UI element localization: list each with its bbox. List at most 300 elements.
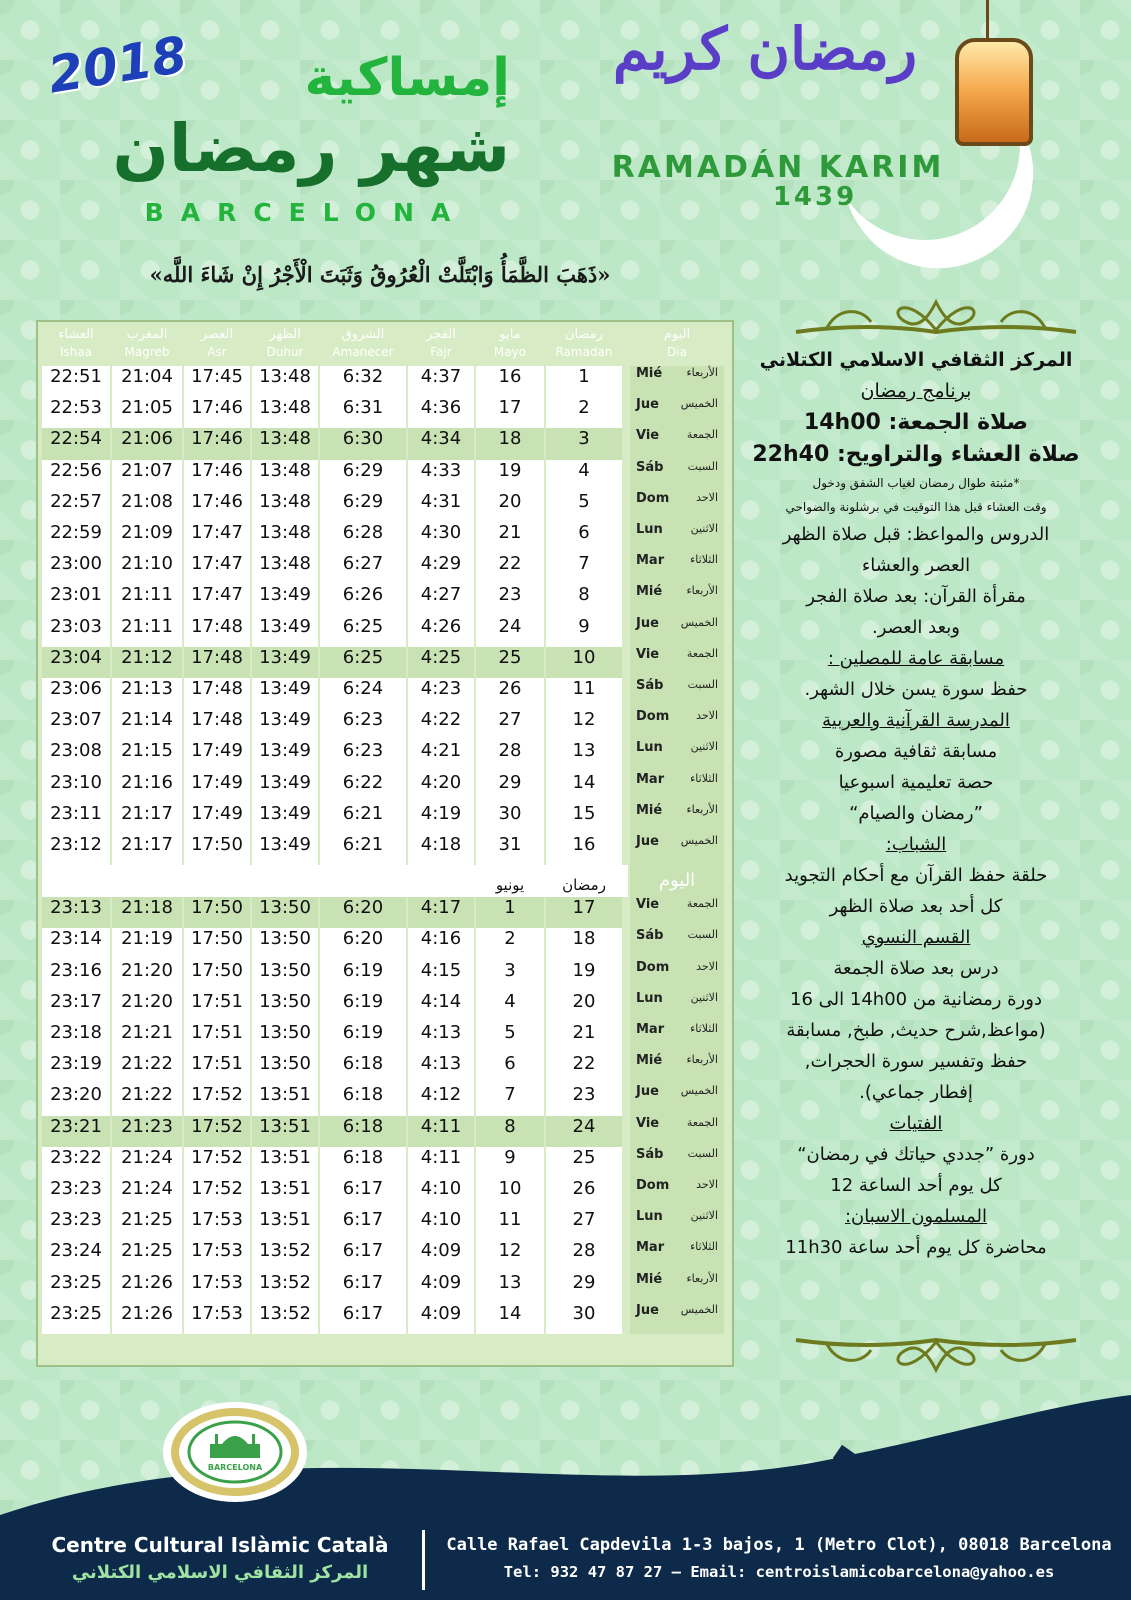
cell-asr: 17:50 xyxy=(184,834,250,865)
cell-fajr: 4:31 xyxy=(408,491,474,522)
day-latin: Mié xyxy=(636,1271,663,1287)
day-latin: Sáb xyxy=(636,459,664,475)
program-line: مقرأة القرآن: بعد صلاة الفجر xyxy=(806,586,1026,607)
cell-asr: 17:48 xyxy=(184,678,250,709)
cell-ramadan: 21 xyxy=(546,1022,622,1053)
cell-amanecer: 6:17 xyxy=(320,1240,406,1271)
cell-fajr: 4:25 xyxy=(408,647,474,678)
cell-ramadan: 9 xyxy=(546,616,622,647)
day-arabic: الأربعاء xyxy=(686,1053,718,1067)
day-arabic: الاثنين xyxy=(690,1209,718,1223)
program-line: الدروس والمواعظ: قبل صلاة الظهر xyxy=(782,524,1050,545)
cell-fajr: 4:37 xyxy=(408,366,474,397)
cell-greg: 2 xyxy=(476,928,544,959)
cell-amanecer: 6:28 xyxy=(320,522,406,553)
center-logo-icon xyxy=(160,1400,310,1504)
cell-fajr: 4:17 xyxy=(408,897,474,928)
ornament-bottom-icon xyxy=(786,1320,1086,1390)
cell-greg: 8 xyxy=(476,1116,544,1147)
day-arabic: الاثنين xyxy=(690,990,718,1004)
column-header-duhur xyxy=(252,326,318,366)
cell-ramadan: 20 xyxy=(546,991,622,1022)
cell-ishaa: 23:18 xyxy=(42,1022,110,1053)
cell-duhur: 13:49 xyxy=(252,647,318,678)
cell-duhur: 13:52 xyxy=(252,1303,318,1334)
ramadan-karim-arabic: رمضان كريم xyxy=(612,15,918,83)
day-latin: Lun xyxy=(636,522,663,537)
cell-amanecer: 6:22 xyxy=(320,772,406,803)
cell-fajr: 4:15 xyxy=(408,960,474,991)
column-header-latin: Ramadan xyxy=(555,345,613,359)
cell-ishaa: 23:16 xyxy=(42,960,110,991)
cell-amanecer: 6:19 xyxy=(320,1022,406,1053)
table-row xyxy=(38,991,728,1022)
cell-magreb: 21:06 xyxy=(112,428,182,459)
column-header-arabic: العشاء xyxy=(58,327,94,342)
program-line: حفظ وتفسير سورة الحجرات, xyxy=(804,1051,1028,1072)
imsakia-title: إمساكية xyxy=(304,48,510,108)
cell-fajr: 4:18 xyxy=(408,834,474,865)
day-arabic: الجمعة xyxy=(686,428,718,442)
table-row xyxy=(38,1116,728,1147)
cell-fajr: 4:26 xyxy=(408,616,474,647)
cell-magreb: 21:15 xyxy=(112,740,182,771)
prayer-timetable xyxy=(36,320,734,1367)
cell-ramadan: 25 xyxy=(546,1147,622,1178)
cell-greg: 13 xyxy=(476,1272,544,1303)
table-row xyxy=(38,1053,728,1084)
cell-ishaa: 23:08 xyxy=(42,740,110,771)
day-arabic: الثلاثاء xyxy=(690,553,718,567)
cell-asr: 17:51 xyxy=(184,1022,250,1053)
cell-greg: 30 xyxy=(476,803,544,834)
cell-magreb: 21:22 xyxy=(112,1084,182,1115)
cell-ramadan: 5 xyxy=(546,491,622,522)
cell-fajr: 4:19 xyxy=(408,803,474,834)
june-day-label: اليوم xyxy=(630,865,724,897)
cell-greg: 11 xyxy=(476,1209,544,1240)
cell-duhur: 13:51 xyxy=(252,1147,318,1178)
table-row xyxy=(38,1303,728,1334)
column-header-ishaa xyxy=(42,326,110,366)
cell-amanecer: 6:23 xyxy=(320,709,406,740)
day-arabic: الخميس xyxy=(680,615,718,629)
cell-fajr: 4:36 xyxy=(408,397,474,428)
day-latin: Mar xyxy=(636,771,665,787)
cell-asr: 17:50 xyxy=(184,928,250,959)
cell-asr: 17:52 xyxy=(184,1147,250,1178)
cell-day xyxy=(630,1209,724,1240)
cell-ramadan: 15 xyxy=(546,803,622,834)
day-latin: Jue xyxy=(636,1302,659,1318)
cell-magreb: 21:22 xyxy=(112,1053,182,1084)
cell-greg: 20 xyxy=(476,491,544,522)
cell-ishaa: 23:04 xyxy=(42,647,110,678)
table-row xyxy=(38,491,728,522)
program-line: ”رمضان والصيام“ xyxy=(849,803,983,824)
cell-magreb: 21:16 xyxy=(112,772,182,803)
cell-fajr: 4:16 xyxy=(408,928,474,959)
table-row xyxy=(38,1178,728,1209)
day-latin: Dom xyxy=(636,709,670,725)
cell-ishaa: 23:23 xyxy=(42,1209,110,1240)
cell-ramadan: 18 xyxy=(546,928,622,959)
cell-ishaa: 22:56 xyxy=(42,460,110,491)
logo-text: BARCELONA xyxy=(207,1463,263,1472)
program-line: إفطار جماعي). xyxy=(859,1082,973,1103)
cell-amanecer: 6:17 xyxy=(320,1272,406,1303)
cell-magreb: 21:11 xyxy=(112,616,182,647)
cell-asr: 17:45 xyxy=(184,366,250,397)
day-latin: Dom xyxy=(636,1178,670,1193)
center-name-latin: Centre Cultural Islàmic Català xyxy=(51,1533,389,1557)
cell-magreb: 21:23 xyxy=(112,1116,182,1147)
month-title: شهر رمضان xyxy=(112,110,510,187)
cell-duhur: 13:51 xyxy=(252,1178,318,1209)
footer-divider xyxy=(422,1530,425,1590)
day-latin: Mié xyxy=(636,584,663,600)
day-latin: Jue xyxy=(636,1084,659,1100)
cell-magreb: 21:25 xyxy=(112,1209,182,1240)
day-arabic: السبت xyxy=(687,678,718,691)
hijri-year: 1439 xyxy=(772,182,858,212)
cell-asr: 17:51 xyxy=(184,991,250,1022)
table-row xyxy=(38,803,728,834)
cell-ramadan: 7 xyxy=(546,553,622,584)
day-latin: Jue xyxy=(636,615,659,631)
cell-magreb: 21:08 xyxy=(112,491,182,522)
cell-duhur: 13:49 xyxy=(252,803,318,834)
cell-fajr: 4:33 xyxy=(408,460,474,491)
cell-ishaa: 23:22 xyxy=(42,1147,110,1178)
cell-greg: 26 xyxy=(476,678,544,709)
column-header-asr xyxy=(184,326,250,366)
cell-ramadan: 10 xyxy=(546,647,622,678)
cell-duhur: 13:48 xyxy=(252,491,318,522)
cell-fajr: 4:10 xyxy=(408,1209,474,1240)
cell-duhur: 13:50 xyxy=(252,991,318,1022)
ramadan-karim-latin: RAMADÁN KARIM xyxy=(611,150,945,185)
day-arabic: الأربعاء xyxy=(686,584,718,598)
june-label: يونيو xyxy=(495,876,525,895)
program-line: حلقة حفظ القرآن مع أحكام التجويد xyxy=(784,865,1048,886)
program-line: برنامج رمضان xyxy=(860,380,972,402)
cell-day xyxy=(630,803,724,834)
table-row xyxy=(38,522,728,553)
table-row xyxy=(38,366,728,397)
column-header-arabic: الفجر xyxy=(426,327,456,342)
cell-duhur: 13:48 xyxy=(252,397,318,428)
cell-greg: 5 xyxy=(476,1022,544,1053)
center-contact: Tel: 932 47 87 27 – Email: centroislamicobarcelona@yahoo.es xyxy=(503,1563,1055,1581)
cell-duhur: 13:52 xyxy=(252,1240,318,1271)
day-arabic: الثلاثاء xyxy=(690,771,718,785)
cell-greg: 31 xyxy=(476,834,544,865)
cell-day xyxy=(630,709,724,740)
table-row xyxy=(38,1209,728,1240)
cell-magreb: 21:12 xyxy=(112,647,182,678)
cell-magreb: 21:25 xyxy=(112,1240,182,1271)
cell-day xyxy=(630,928,724,959)
cell-day xyxy=(630,1272,724,1303)
cell-magreb: 21:18 xyxy=(112,897,182,928)
cell-asr: 17:53 xyxy=(184,1240,250,1271)
day-latin: Mar xyxy=(636,1022,665,1037)
day-latin: Mar xyxy=(636,1240,665,1256)
day-arabic: الخميس xyxy=(680,1302,718,1316)
table-row xyxy=(38,678,728,709)
cell-asr: 17:47 xyxy=(184,584,250,615)
cell-fajr: 4:09 xyxy=(408,1303,474,1334)
program-line: دورة ”جددي حياتك في رمضان“ xyxy=(797,1144,1035,1165)
cell-asr: 17:46 xyxy=(184,428,250,459)
column-header-latin: Dia xyxy=(667,345,687,359)
program-line: صلاة الجمعة: 14h00 xyxy=(803,410,1029,435)
cell-amanecer: 6:32 xyxy=(320,366,406,397)
cell-asr: 17:50 xyxy=(184,960,250,991)
day-arabic: السبت xyxy=(687,1146,718,1160)
day-arabic: الاحد xyxy=(696,1178,718,1191)
cell-duhur: 13:52 xyxy=(252,1272,318,1303)
cell-greg: 14 xyxy=(476,1303,544,1334)
cell-day xyxy=(630,678,724,709)
cell-greg: 19 xyxy=(476,460,544,491)
cell-magreb: 21:11 xyxy=(112,584,182,615)
table-row xyxy=(38,460,728,491)
cell-ramadan: 2 xyxy=(546,397,622,428)
cell-day xyxy=(630,991,724,1022)
hadith-quote: «ذَهَبَ الظَّمَأُ وَابْتَلَّتْ الْعُرُوقُ وَثَبَتَ الْأَجْرُ إِنْ شَاءَ اللَّه» xyxy=(149,262,611,287)
cell-amanecer: 6:23 xyxy=(320,740,406,771)
cell-ishaa: 22:51 xyxy=(42,366,110,397)
day-latin: Jue xyxy=(636,834,659,849)
cell-ramadan: 3 xyxy=(546,428,622,459)
cell-day xyxy=(630,1022,724,1053)
cell-duhur: 13:48 xyxy=(252,460,318,491)
cell-ramadan: 24 xyxy=(546,1116,622,1147)
cell-asr: 17:49 xyxy=(184,803,250,834)
cell-magreb: 21:14 xyxy=(112,709,182,740)
cell-fajr: 4:10 xyxy=(408,1178,474,1209)
cell-fajr: 4:27 xyxy=(408,584,474,615)
cell-fajr: 4:30 xyxy=(408,522,474,553)
program-line: درس بعد صلاة الجمعة xyxy=(833,958,999,979)
cell-ramadan: 13 xyxy=(546,740,622,771)
table-row xyxy=(38,616,728,647)
table-row xyxy=(38,834,728,865)
day-latin: Mié xyxy=(636,1053,663,1069)
cell-amanecer: 6:27 xyxy=(320,553,406,584)
table-row xyxy=(38,772,728,803)
cell-ishaa: 23:17 xyxy=(42,991,110,1022)
cell-ramadan: 28 xyxy=(546,1240,622,1271)
cell-ramadan: 6 xyxy=(546,522,622,553)
program-line: كل يوم أحد الساعة 12 xyxy=(830,1175,1002,1196)
cell-magreb: 21:26 xyxy=(112,1303,182,1334)
program-line: مسابقة عامة للمصلين : xyxy=(827,648,1005,669)
cell-duhur: 13:49 xyxy=(252,834,318,865)
cell-ramadan: 22 xyxy=(546,1053,622,1084)
cell-ishaa: 23:11 xyxy=(42,803,110,834)
cell-duhur: 13:48 xyxy=(252,366,318,397)
column-header-arabic: العصر xyxy=(200,327,234,342)
program-line: المدرسة القرآنية والعربية xyxy=(822,710,1010,731)
cell-greg: 23 xyxy=(476,584,544,615)
cell-day xyxy=(630,553,724,584)
cell-ishaa: 23:24 xyxy=(42,1240,110,1271)
cell-greg: 25 xyxy=(476,647,544,678)
cell-magreb: 21:04 xyxy=(112,366,182,397)
cell-amanecer: 6:25 xyxy=(320,616,406,647)
day-arabic: الخميس xyxy=(680,1084,718,1098)
cell-ishaa: 23:13 xyxy=(42,897,110,928)
cell-amanecer: 6:31 xyxy=(320,397,406,428)
table-row xyxy=(38,740,728,771)
cell-day xyxy=(630,647,724,678)
cell-duhur: 13:49 xyxy=(252,616,318,647)
cell-greg: 3 xyxy=(476,960,544,991)
cell-fajr: 4:21 xyxy=(408,740,474,771)
cell-amanecer: 6:17 xyxy=(320,1178,406,1209)
cell-day xyxy=(630,616,724,647)
june-subheader xyxy=(38,865,728,897)
cell-fajr: 4:34 xyxy=(408,428,474,459)
cell-magreb: 21:20 xyxy=(112,960,182,991)
cell-greg: 7 xyxy=(476,1084,544,1115)
column-header-latin: Mayo xyxy=(493,345,527,359)
cell-ramadan: 23 xyxy=(546,1084,622,1115)
cell-magreb: 21:20 xyxy=(112,991,182,1022)
program-line: وقت العشاء قبل هذا التوقيت في برشلونة والضواحي xyxy=(785,500,1047,514)
program-line: كل أحد بعد صلاة الظهر xyxy=(829,896,1003,917)
cell-ishaa: 23:20 xyxy=(42,1084,110,1115)
cell-ramadan: 14 xyxy=(546,772,622,803)
cell-greg: 27 xyxy=(476,709,544,740)
table-row xyxy=(38,897,728,928)
june-ramadan-label: رمضان xyxy=(562,876,606,895)
cell-day xyxy=(630,1084,724,1115)
cell-magreb: 21:17 xyxy=(112,803,182,834)
cell-ishaa: 23:12 xyxy=(42,834,110,865)
cell-duhur: 13:49 xyxy=(252,772,318,803)
cell-magreb: 21:19 xyxy=(112,928,182,959)
cell-day xyxy=(630,1240,724,1271)
cell-amanecer: 6:18 xyxy=(320,1147,406,1178)
day-latin: Lun xyxy=(636,740,663,756)
cell-amanecer: 6:21 xyxy=(320,834,406,865)
day-latin: Mié xyxy=(636,802,663,818)
program-line: (مواعظ,شرح حديث, طبخ, مسابقة xyxy=(786,1020,1046,1041)
column-header-dia xyxy=(630,326,724,366)
cell-ramadan: 29 xyxy=(546,1272,622,1303)
cell-day xyxy=(630,428,724,459)
table-row xyxy=(38,647,728,678)
cell-magreb: 21:26 xyxy=(112,1272,182,1303)
cell-amanecer: 6:29 xyxy=(320,460,406,491)
cell-amanecer: 6:18 xyxy=(320,1053,406,1084)
day-arabic: الأربعاء xyxy=(686,366,718,379)
cell-day xyxy=(630,491,724,522)
cell-asr: 17:52 xyxy=(184,1084,250,1115)
table-row xyxy=(38,1240,728,1271)
program-line: الفتيات xyxy=(889,1113,943,1134)
cell-greg: 1 xyxy=(476,897,544,928)
cell-day xyxy=(630,834,724,865)
cell-ishaa: 23:06 xyxy=(42,678,110,709)
cell-day xyxy=(630,460,724,491)
day-arabic: السبت xyxy=(687,459,718,473)
day-arabic: الاثنين xyxy=(690,522,718,535)
column-header-magreb xyxy=(112,326,182,366)
lantern-cord xyxy=(986,0,989,40)
cell-asr: 17:49 xyxy=(184,772,250,803)
cell-ramadan: 19 xyxy=(546,960,622,991)
cell-ramadan: 11 xyxy=(546,678,622,709)
cell-fajr: 4:14 xyxy=(408,991,474,1022)
day-arabic: الأربعاء xyxy=(686,802,718,816)
day-arabic: الثلاثاء xyxy=(690,1022,718,1035)
cell-ishaa: 23:25 xyxy=(42,1272,110,1303)
cell-amanecer: 6:20 xyxy=(320,928,406,959)
program-line: حصة تعليمية اسبوعيا xyxy=(838,772,994,793)
column-header-arabic: رمضان xyxy=(564,327,604,342)
column-header-arabic: الظهر xyxy=(269,327,301,342)
day-latin: Lun xyxy=(636,1209,663,1225)
day-latin: Lun xyxy=(636,990,663,1006)
day-latin: Vie xyxy=(636,428,660,444)
cell-amanecer: 6:29 xyxy=(320,491,406,522)
cell-greg: 16 xyxy=(476,366,544,397)
cell-day xyxy=(630,397,724,428)
cell-ishaa: 23:19 xyxy=(42,1053,110,1084)
cell-ishaa: 23:14 xyxy=(42,928,110,959)
cell-greg: 17 xyxy=(476,397,544,428)
cell-ishaa: 23:21 xyxy=(42,1116,110,1147)
day-latin: Sáb xyxy=(636,678,664,693)
cell-greg: 28 xyxy=(476,740,544,771)
cell-duhur: 13:51 xyxy=(252,1209,318,1240)
day-latin: Mié xyxy=(636,366,663,381)
cell-fajr: 4:13 xyxy=(408,1053,474,1084)
cell-day xyxy=(630,740,724,771)
cell-asr: 17:53 xyxy=(184,1303,250,1334)
cell-asr: 17:52 xyxy=(184,1178,250,1209)
column-header-fajr xyxy=(408,326,474,366)
column-header-latin: Magreb xyxy=(124,345,170,359)
table-row xyxy=(38,397,728,428)
cell-ramadan: 26 xyxy=(546,1178,622,1209)
program-line: القسم النسوي xyxy=(861,927,971,948)
cell-asr: 17:50 xyxy=(184,897,250,928)
table-row xyxy=(38,584,728,615)
cell-asr: 17:48 xyxy=(184,709,250,740)
cell-asr: 17:48 xyxy=(184,647,250,678)
table-row xyxy=(38,1147,728,1178)
cell-ishaa: 23:10 xyxy=(42,772,110,803)
table-row xyxy=(38,960,728,991)
cell-amanecer: 6:20 xyxy=(320,897,406,928)
day-arabic: الاحد xyxy=(696,959,718,973)
city-title: BARCELONA xyxy=(144,198,468,227)
cell-greg: 21 xyxy=(476,522,544,553)
center-address: Calle Rafael Capdevila 1-3 bajos, 1 (Metro Clot), 08018 Barcelona xyxy=(446,1535,1112,1555)
program-line: دورة رمضانية من 14h00 الى 16 xyxy=(790,989,1042,1010)
cell-greg: 24 xyxy=(476,616,544,647)
day-latin: Vie xyxy=(636,1115,660,1131)
cell-magreb: 21:17 xyxy=(112,834,182,865)
day-latin: Vie xyxy=(636,897,660,913)
day-latin: Dom xyxy=(636,490,670,506)
